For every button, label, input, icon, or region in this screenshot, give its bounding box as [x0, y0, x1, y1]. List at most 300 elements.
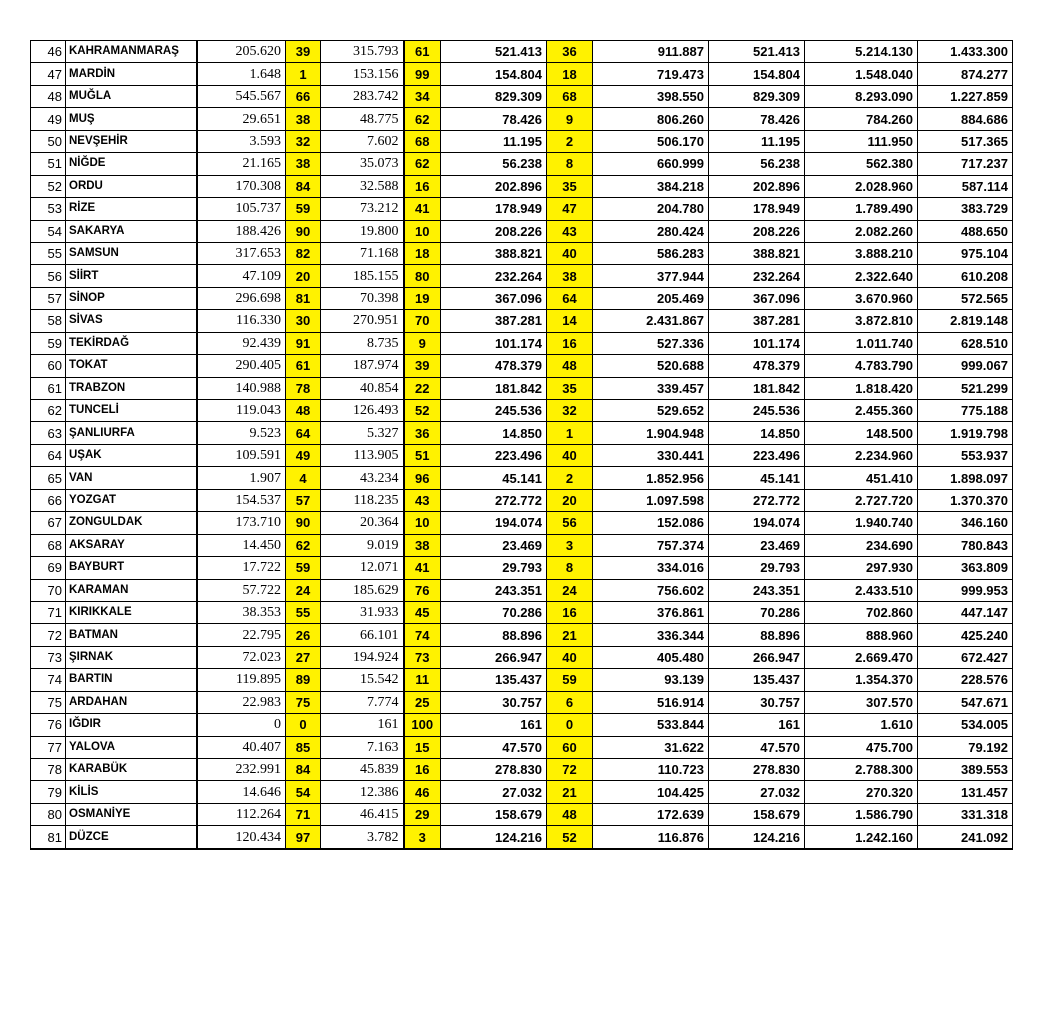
table-row	[31, 85, 1013, 107]
province-name-cell: TRABZON	[66, 377, 197, 399]
value-d-cell: 521.413	[709, 41, 805, 63]
table-row	[31, 198, 1013, 220]
row-number-cell: 63	[31, 422, 66, 444]
total-value-cell: 202.896	[441, 175, 547, 197]
percent-a-cell: 38	[286, 108, 321, 130]
rank-value-cell: 20	[547, 489, 593, 511]
total-value-cell: 30.757	[441, 691, 547, 713]
rank-value-cell: 21	[547, 781, 593, 803]
value-c-cell: 116.876	[593, 826, 709, 849]
value-a-cell: 14.646	[197, 781, 286, 803]
percent-b-cell: 3	[404, 826, 441, 849]
province-name-cell: ŞANLIURFA	[66, 422, 197, 444]
value-a-cell: 232.991	[197, 759, 286, 781]
row-number-cell: 68	[31, 534, 66, 556]
percent-a-cell: 89	[286, 669, 321, 691]
percent-b-cell: 29	[404, 803, 441, 825]
total-value-cell: 272.772	[441, 489, 547, 511]
value-c-cell: 533.844	[593, 714, 709, 736]
value-e-cell: 4.783.790	[805, 355, 918, 377]
value-b-cell: 45.839	[321, 759, 404, 781]
value-f-cell: 975.104	[918, 242, 1013, 264]
value-f-cell: 517.365	[918, 130, 1013, 152]
rank-value-cell: 60	[547, 736, 593, 758]
table-row	[31, 489, 1013, 511]
value-e-cell: 562.380	[805, 153, 918, 175]
value-b-cell: 161	[321, 714, 404, 736]
rank-value-cell: 21	[547, 624, 593, 646]
percent-a-cell: 39	[286, 41, 321, 63]
percent-b-cell: 19	[404, 287, 441, 309]
total-value-cell: 181.842	[441, 377, 547, 399]
province-name-cell: SİİRT	[66, 265, 197, 287]
value-b-cell: 46.415	[321, 803, 404, 825]
table-row	[31, 691, 1013, 713]
value-b-cell: 194.924	[321, 646, 404, 668]
total-value-cell: 23.469	[441, 534, 547, 556]
value-e-cell: 2.322.640	[805, 265, 918, 287]
value-d-cell: 272.772	[709, 489, 805, 511]
value-c-cell: 110.723	[593, 759, 709, 781]
value-c-cell: 520.688	[593, 355, 709, 377]
value-d-cell: 208.226	[709, 220, 805, 242]
value-e-cell: 234.690	[805, 534, 918, 556]
percent-a-cell: 90	[286, 220, 321, 242]
table-row	[31, 377, 1013, 399]
value-f-cell: 447.147	[918, 601, 1013, 623]
row-number-cell: 51	[31, 153, 66, 175]
value-a-cell: 38.353	[197, 601, 286, 623]
percent-b-cell: 61	[404, 41, 441, 63]
table-row	[31, 669, 1013, 691]
table-row	[31, 601, 1013, 623]
province-name-cell: NEVŞEHİR	[66, 130, 197, 152]
value-e-cell: 2.727.720	[805, 489, 918, 511]
percent-a-cell: 85	[286, 736, 321, 758]
value-a-cell: 119.043	[197, 400, 286, 422]
percent-a-cell: 78	[286, 377, 321, 399]
percent-b-cell: 73	[404, 646, 441, 668]
value-f-cell: 1.370.370	[918, 489, 1013, 511]
value-e-cell: 111.950	[805, 130, 918, 152]
value-e-cell: 2.455.360	[805, 400, 918, 422]
value-d-cell: 27.032	[709, 781, 805, 803]
value-e-cell: 3.888.210	[805, 242, 918, 264]
value-a-cell: 1.907	[197, 467, 286, 489]
value-d-cell: 829.309	[709, 85, 805, 107]
value-e-cell: 784.260	[805, 108, 918, 130]
value-f-cell: 628.510	[918, 332, 1013, 354]
rank-value-cell: 1	[547, 422, 593, 444]
percent-a-cell: 26	[286, 624, 321, 646]
value-a-cell: 154.537	[197, 489, 286, 511]
value-a-cell: 3.593	[197, 130, 286, 152]
table-row	[31, 355, 1013, 377]
value-d-cell: 243.351	[709, 579, 805, 601]
rank-value-cell: 40	[547, 242, 593, 264]
rank-value-cell: 35	[547, 175, 593, 197]
row-number-cell: 78	[31, 759, 66, 781]
percent-a-cell: 57	[286, 489, 321, 511]
province-name-cell: MUŞ	[66, 108, 197, 130]
value-f-cell: 241.092	[918, 826, 1013, 849]
value-b-cell: 187.974	[321, 355, 404, 377]
percent-b-cell: 34	[404, 85, 441, 107]
table-row	[31, 444, 1013, 466]
value-e-cell: 702.860	[805, 601, 918, 623]
percent-a-cell: 81	[286, 287, 321, 309]
percent-a-cell: 97	[286, 826, 321, 849]
percent-a-cell: 55	[286, 601, 321, 623]
province-name-cell: SİNOP	[66, 287, 197, 309]
value-c-cell: 506.170	[593, 130, 709, 152]
rank-value-cell: 40	[547, 646, 593, 668]
rank-value-cell: 36	[547, 41, 593, 63]
value-f-cell: 780.843	[918, 534, 1013, 556]
total-value-cell: 245.536	[441, 400, 547, 422]
value-a-cell: 47.109	[197, 265, 286, 287]
value-e-cell: 2.433.510	[805, 579, 918, 601]
percent-b-cell: 68	[404, 130, 441, 152]
rank-value-cell: 2	[547, 467, 593, 489]
percent-b-cell: 10	[404, 220, 441, 242]
value-a-cell: 92.439	[197, 332, 286, 354]
value-c-cell: 719.473	[593, 63, 709, 85]
total-value-cell: 135.437	[441, 669, 547, 691]
row-number-cell: 47	[31, 63, 66, 85]
value-a-cell: 22.983	[197, 691, 286, 713]
row-number-cell: 48	[31, 85, 66, 107]
value-d-cell: 223.496	[709, 444, 805, 466]
value-f-cell: 874.277	[918, 63, 1013, 85]
row-number-cell: 62	[31, 400, 66, 422]
table-row	[31, 287, 1013, 309]
row-number-cell: 49	[31, 108, 66, 130]
rank-value-cell: 59	[547, 669, 593, 691]
province-name-cell: AKSARAY	[66, 534, 197, 556]
province-name-cell: SAKARYA	[66, 220, 197, 242]
province-name-cell: NİĞDE	[66, 153, 197, 175]
value-f-cell: 775.188	[918, 400, 1013, 422]
value-b-cell: 185.155	[321, 265, 404, 287]
table-row	[31, 736, 1013, 758]
value-f-cell: 553.937	[918, 444, 1013, 466]
value-f-cell: 534.005	[918, 714, 1013, 736]
value-a-cell: 0	[197, 714, 286, 736]
row-number-cell: 50	[31, 130, 66, 152]
table-row	[31, 242, 1013, 264]
value-f-cell: 572.565	[918, 287, 1013, 309]
row-number-cell: 76	[31, 714, 66, 736]
value-a-cell: 317.653	[197, 242, 286, 264]
value-e-cell: 2.669.470	[805, 646, 918, 668]
total-value-cell: 154.804	[441, 63, 547, 85]
rank-value-cell: 40	[547, 444, 593, 466]
value-e-cell: 148.500	[805, 422, 918, 444]
value-d-cell: 266.947	[709, 646, 805, 668]
value-f-cell: 521.299	[918, 377, 1013, 399]
province-name-cell: YALOVA	[66, 736, 197, 758]
value-e-cell: 297.930	[805, 557, 918, 579]
value-f-cell: 999.953	[918, 579, 1013, 601]
value-d-cell: 47.570	[709, 736, 805, 758]
row-number-cell: 58	[31, 310, 66, 332]
value-a-cell: 105.737	[197, 198, 286, 220]
value-b-cell: 283.742	[321, 85, 404, 107]
percent-b-cell: 16	[404, 175, 441, 197]
row-number-cell: 75	[31, 691, 66, 713]
table-row	[31, 714, 1013, 736]
province-name-cell: BAYBURT	[66, 557, 197, 579]
total-value-cell: 56.238	[441, 153, 547, 175]
percent-b-cell: 100	[404, 714, 441, 736]
table-row	[31, 512, 1013, 534]
value-f-cell: 1.919.798	[918, 422, 1013, 444]
row-number-cell: 81	[31, 826, 66, 849]
percent-a-cell: 64	[286, 422, 321, 444]
value-d-cell: 124.216	[709, 826, 805, 849]
province-name-cell: KİLİS	[66, 781, 197, 803]
value-e-cell: 307.570	[805, 691, 918, 713]
value-f-cell: 717.237	[918, 153, 1013, 175]
value-a-cell: 170.308	[197, 175, 286, 197]
value-f-cell: 884.686	[918, 108, 1013, 130]
value-b-cell: 19.800	[321, 220, 404, 242]
percent-b-cell: 76	[404, 579, 441, 601]
value-d-cell: 388.821	[709, 242, 805, 264]
row-number-cell: 73	[31, 646, 66, 668]
value-d-cell: 88.896	[709, 624, 805, 646]
percent-a-cell: 30	[286, 310, 321, 332]
total-value-cell: 101.174	[441, 332, 547, 354]
value-c-cell: 204.780	[593, 198, 709, 220]
province-name-cell: SAMSUN	[66, 242, 197, 264]
value-a-cell: 173.710	[197, 512, 286, 534]
percent-a-cell: 91	[286, 332, 321, 354]
total-value-cell: 161	[441, 714, 547, 736]
value-d-cell: 194.074	[709, 512, 805, 534]
province-name-cell: YOZGAT	[66, 489, 197, 511]
value-c-cell: 280.424	[593, 220, 709, 242]
value-a-cell: 40.407	[197, 736, 286, 758]
row-number-cell: 57	[31, 287, 66, 309]
value-b-cell: 7.163	[321, 736, 404, 758]
row-number-cell: 70	[31, 579, 66, 601]
table-row	[31, 130, 1013, 152]
percent-a-cell: 27	[286, 646, 321, 668]
row-number-cell: 52	[31, 175, 66, 197]
row-number-cell: 53	[31, 198, 66, 220]
rank-value-cell: 32	[547, 400, 593, 422]
value-f-cell: 547.671	[918, 691, 1013, 713]
value-d-cell: 154.804	[709, 63, 805, 85]
rank-value-cell: 16	[547, 332, 593, 354]
value-f-cell: 610.208	[918, 265, 1013, 287]
percent-a-cell: 20	[286, 265, 321, 287]
value-d-cell: 23.469	[709, 534, 805, 556]
rank-value-cell: 72	[547, 759, 593, 781]
rank-value-cell: 24	[547, 579, 593, 601]
value-d-cell: 30.757	[709, 691, 805, 713]
rank-value-cell: 43	[547, 220, 593, 242]
value-c-cell: 339.457	[593, 377, 709, 399]
value-c-cell: 376.861	[593, 601, 709, 623]
province-name-cell: KIRIKKALE	[66, 601, 197, 623]
percent-b-cell: 62	[404, 153, 441, 175]
value-c-cell: 527.336	[593, 332, 709, 354]
table-row	[31, 220, 1013, 242]
percent-a-cell: 62	[286, 534, 321, 556]
province-name-cell: KARABÜK	[66, 759, 197, 781]
value-c-cell: 1.904.948	[593, 422, 709, 444]
rank-value-cell: 14	[547, 310, 593, 332]
value-b-cell: 3.782	[321, 826, 404, 849]
value-a-cell: 29.651	[197, 108, 286, 130]
total-value-cell: 11.195	[441, 130, 547, 152]
value-a-cell: 205.620	[197, 41, 286, 63]
table-row	[31, 108, 1013, 130]
row-number-cell: 65	[31, 467, 66, 489]
table-row	[31, 153, 1013, 175]
value-f-cell: 1.898.097	[918, 467, 1013, 489]
data-sheet	[30, 40, 1013, 850]
total-value-cell: 387.281	[441, 310, 547, 332]
percent-a-cell: 82	[286, 242, 321, 264]
value-c-cell: 1.097.598	[593, 489, 709, 511]
province-name-cell: TOKAT	[66, 355, 197, 377]
table-row	[31, 826, 1013, 849]
value-a-cell: 119.895	[197, 669, 286, 691]
rank-value-cell: 8	[547, 557, 593, 579]
percent-a-cell: 32	[286, 130, 321, 152]
rank-value-cell: 0	[547, 714, 593, 736]
rank-value-cell: 48	[547, 803, 593, 825]
value-b-cell: 31.933	[321, 601, 404, 623]
province-name-cell: BARTIN	[66, 669, 197, 691]
total-value-cell: 47.570	[441, 736, 547, 758]
percent-a-cell: 59	[286, 198, 321, 220]
percent-a-cell: 49	[286, 444, 321, 466]
percent-b-cell: 38	[404, 534, 441, 556]
value-b-cell: 8.735	[321, 332, 404, 354]
province-name-cell: ARDAHAN	[66, 691, 197, 713]
table-body	[31, 41, 1013, 849]
percent-b-cell: 39	[404, 355, 441, 377]
value-a-cell: 290.405	[197, 355, 286, 377]
value-f-cell: 1.433.300	[918, 41, 1013, 63]
value-a-cell: 1.648	[197, 63, 286, 85]
value-d-cell: 78.426	[709, 108, 805, 130]
row-number-cell: 69	[31, 557, 66, 579]
province-name-cell: RİZE	[66, 198, 197, 220]
value-b-cell: 5.327	[321, 422, 404, 444]
province-name-cell: MARDİN	[66, 63, 197, 85]
percent-b-cell: 25	[404, 691, 441, 713]
table-row	[31, 41, 1013, 63]
total-value-cell: 158.679	[441, 803, 547, 825]
percent-a-cell: 84	[286, 175, 321, 197]
value-f-cell: 383.729	[918, 198, 1013, 220]
value-e-cell: 270.320	[805, 781, 918, 803]
value-f-cell: 672.427	[918, 646, 1013, 668]
value-c-cell: 334.016	[593, 557, 709, 579]
value-d-cell: 278.830	[709, 759, 805, 781]
value-a-cell: 545.567	[197, 85, 286, 107]
value-f-cell: 346.160	[918, 512, 1013, 534]
percent-b-cell: 43	[404, 489, 441, 511]
row-number-cell: 54	[31, 220, 66, 242]
percent-b-cell: 99	[404, 63, 441, 85]
percent-b-cell: 22	[404, 377, 441, 399]
table-row	[31, 422, 1013, 444]
row-number-cell: 67	[31, 512, 66, 534]
value-a-cell: 120.434	[197, 826, 286, 849]
value-a-cell: 9.523	[197, 422, 286, 444]
province-name-cell: KARAMAN	[66, 579, 197, 601]
value-a-cell: 109.591	[197, 444, 286, 466]
table-row	[31, 400, 1013, 422]
total-value-cell: 278.830	[441, 759, 547, 781]
value-d-cell: 367.096	[709, 287, 805, 309]
province-name-cell: KAHRAMANMARAŞ	[66, 41, 197, 63]
value-e-cell: 1.818.420	[805, 377, 918, 399]
total-value-cell: 194.074	[441, 512, 547, 534]
total-value-cell: 124.216	[441, 826, 547, 849]
value-f-cell: 488.650	[918, 220, 1013, 242]
percent-b-cell: 51	[404, 444, 441, 466]
province-name-cell: SİVAS	[66, 310, 197, 332]
percent-a-cell: 59	[286, 557, 321, 579]
table-row	[31, 646, 1013, 668]
value-b-cell: 126.493	[321, 400, 404, 422]
value-a-cell: 17.722	[197, 557, 286, 579]
row-number-cell: 59	[31, 332, 66, 354]
province-table	[30, 40, 1013, 850]
table-row	[31, 803, 1013, 825]
percent-b-cell: 41	[404, 557, 441, 579]
value-d-cell: 178.949	[709, 198, 805, 220]
percent-b-cell: 41	[404, 198, 441, 220]
rank-value-cell: 9	[547, 108, 593, 130]
value-b-cell: 113.905	[321, 444, 404, 466]
value-b-cell: 20.364	[321, 512, 404, 534]
total-value-cell: 78.426	[441, 108, 547, 130]
percent-a-cell: 48	[286, 400, 321, 422]
rank-value-cell: 52	[547, 826, 593, 849]
rank-value-cell: 16	[547, 601, 593, 623]
province-name-cell: ORDU	[66, 175, 197, 197]
table-row	[31, 175, 1013, 197]
row-number-cell: 66	[31, 489, 66, 511]
percent-b-cell: 16	[404, 759, 441, 781]
value-e-cell: 475.700	[805, 736, 918, 758]
percent-b-cell: 9	[404, 332, 441, 354]
total-value-cell: 14.850	[441, 422, 547, 444]
percent-a-cell: 84	[286, 759, 321, 781]
value-a-cell: 22.795	[197, 624, 286, 646]
row-number-cell: 72	[31, 624, 66, 646]
value-e-cell: 5.214.130	[805, 41, 918, 63]
rank-value-cell: 68	[547, 85, 593, 107]
province-name-cell: MUĞLA	[66, 85, 197, 107]
percent-b-cell: 10	[404, 512, 441, 534]
total-value-cell: 223.496	[441, 444, 547, 466]
value-b-cell: 185.629	[321, 579, 404, 601]
total-value-cell: 232.264	[441, 265, 547, 287]
value-a-cell: 140.988	[197, 377, 286, 399]
value-d-cell: 101.174	[709, 332, 805, 354]
value-e-cell: 1.354.370	[805, 669, 918, 691]
